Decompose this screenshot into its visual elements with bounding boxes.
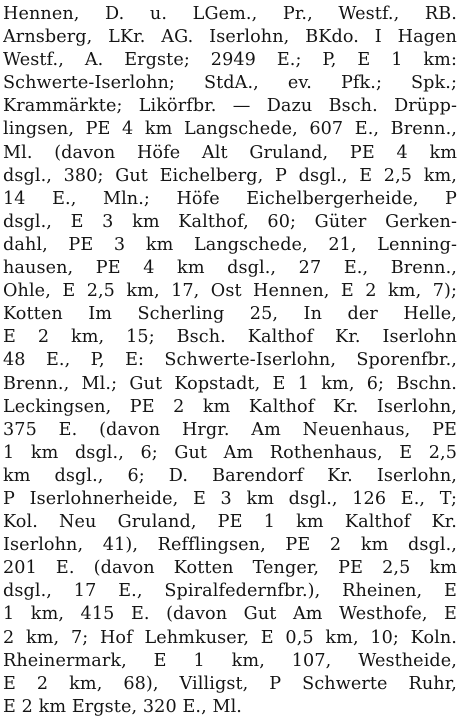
entry-line: dahl, PE 3 km Langschede, 21, Lenning- [3, 234, 457, 255]
entry-line: Schwerte-Iserlohn; StdA., ev. Pfk.; Spk.; [3, 73, 457, 94]
entry-line: Rheinermark, E 1 km, 107, Westheide, [3, 650, 457, 671]
entry-line: Leckingsen, PE 2 km Kalthof Kr. Iserlohn, [3, 396, 457, 417]
entry-line: P Iserlohnerheide, E 3 km dsgl., 126 E., T; [3, 488, 457, 509]
entry-line: dsgl., 17 E., Spiralfedernfbr.), Rheinen, E [3, 581, 457, 602]
entry-line: E 2 km, 68), Villigst, P Schwerte Ruhr, [3, 673, 457, 694]
entry-line: Arnsberg, LKr. AG. Iserlohn, BKdo. I Hagen [3, 27, 457, 48]
entry-line: 2 km, 7; Hof Lehmkuser, E 0,5 km, 10; Koln. [3, 627, 457, 648]
entry-line: 1 km, 415 E. (davon Gut Am Westhofe, E [3, 604, 457, 625]
entry-line: 48 E., P, E: Schwerte-Iserlohn, Sporenfbr., [3, 350, 457, 371]
entry-line: Brenn., Ml.; Gut Kopstadt, E 1 km, 6; Bschn. [3, 373, 457, 394]
entry-line: lingsen, PE 4 km Langschede, 607 E., Brenn., [3, 119, 457, 140]
entry-line: 201 E. (davon Kotten Tenger, PE 2,5 km [3, 558, 457, 579]
entry-line: 1 km dsgl., 6; Gut Am Rothenhaus, E 2,5 [3, 442, 457, 463]
entry-line: Westf., A. Ergste; 2949 E.; P, E 1 km: [3, 50, 457, 71]
entry-line: Ohle, E 2,5 km, 17, Ost Hennen, E 2 km, 7); [3, 281, 457, 302]
entry-line: Iserlohn, 41), Refflingsen, PE 2 km dsgl., [3, 535, 457, 556]
entry-line: km dsgl., 6; D. Barendorf Kr. Iserlohn, [3, 465, 457, 486]
entry-line: Hennen, D. u. LGem., Pr., Westf., RB. [3, 4, 457, 24]
dictionary-entry-hennen [3, 3, 457, 720]
entry-line: 375 E. (davon Hrgr. Am Neuenhaus, PE [3, 419, 457, 440]
entry-line: Krammärkte; Likörfbr. — Dazu Bsch. Drüpp- [3, 96, 457, 117]
entry-line: dsgl., E 3 km Kalthof, 60; Güter Gerken- [3, 211, 457, 232]
entry-line: Kol. Neu Gruland, PE 1 km Kalthof Kr. [3, 512, 457, 533]
entry-line: E 2 km Ergste, 320 E., Ml. [3, 696, 242, 717]
entry-line: hausen, PE 4 km dsgl., 27 E., Brenn., [3, 258, 457, 279]
entry-line: dsgl., 380; Gut Eichelberg, P dsgl., E 2,5 km, [3, 165, 457, 186]
entry-line: E 2 km, 15; Bsch. Kalthof Kr. Iserlohn [3, 327, 457, 348]
entry-line: Ml. (davon Höfe Alt Gruland, PE 4 km [3, 142, 457, 163]
entry-line: 14 E., Mln.; Höfe Eichelbergerheide, P [3, 188, 457, 209]
entry-line: Kotten Im Scherling 25, In der Helle, [3, 304, 457, 325]
